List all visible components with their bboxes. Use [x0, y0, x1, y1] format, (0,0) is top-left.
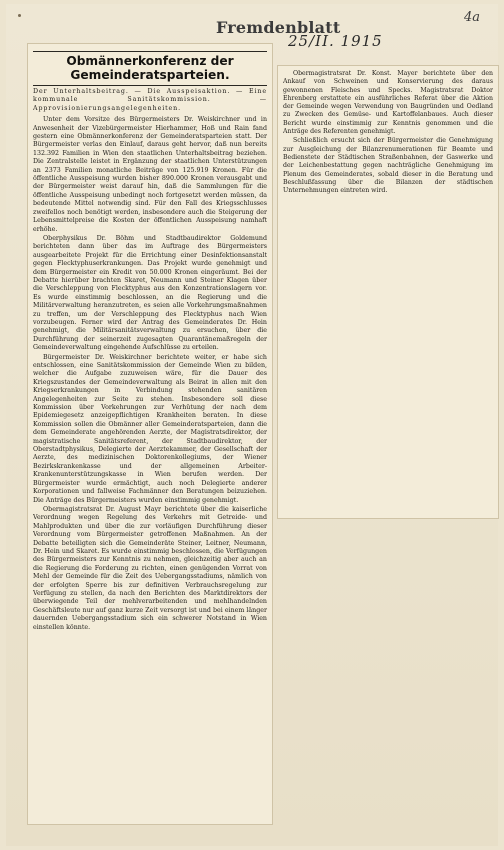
handwritten-date: 25/II. 1915 — [288, 32, 383, 50]
article-paragraph: Bürgermeister Dr. Weiskirchner berichtete weiter, er habe sich entschlossen, eine Sanitätskommission der Gemeinde Wien zu bilden, welcher die Aufgabe zuzuweisen wäre, für die Dauer des Kriegszustandes der Gemeindeverwaltung als Beirat in allen mit den Kriegserkrankungen in Verbindung stehenden sanitären Angelegenheiten zur Seite zu stehen. Insbesondere soll diese Kommission über Vorkehrungen zur Verhütung der nach dem Epidemiegesetz anzeigepflichtigen Krankheiten beraten. In diese Kommission sollen die Obmänner aller Gemeinderatsparteien, dann die dem Gemeinderate angehörenden Aerzte, der Magistratsdirektor, der magistratische Sanitätsreferent, der Stadtbaudirektor, der Oberstadtphysikus, Delegierte der Aerztekammer, der Gesellschaft der Aerzte, des medizinischen Doktorenkollegiums, der Wiener Bezirkskrankenkasse und der allgemeinen Arbeiter-Krankenunterstützungskasse in Wien berufen werden. Der Bürgermeister wurde ermächtigt, auch noch Delegierte anderer Korporationen und fallweise Fachmänner den Beratungen beizuziehen. Die Anträge des Bürgermeisters wurden einstimmig genehmigt. — [33, 353, 267, 504]
article-paragraph: Oberphysikus Dr. Böhm und Stadtbaudirektor Goldemund berichteten dann über das im Auftrage des Bürgermeisters ausgearbeitete Projekt für die Errichtung einer Desinfektionsanstalt gegen Flecktyphuserkrankungen. Das Projekt wurde genehmigt und dem Bürgermeister ein Kredit von 50.000 Kronen eingeräumt. Bei der Debatte hierüber brachten Skaret, Neumann und Steiner Klagen über die Verschleppung von Flecktyphus aus den Konzentrationslagern vor. Es wurde einstimmig beschlossen, an die Regierung und die Militärverwaltung heranzutreten, es seien alle Vorkehrungsmaßnahmen zu treffen, um der Verschleppung des Flecktyphus nach Wien vorzubeugen. Ferner wird der Antrag des Gemeinderates Dr. Hein genehmigt, die Militärsanitätsverwaltung zu ersuchen, über die Durchführung der seinerzeit zugesagten Quarantänemaßregeln der Gemeindeverwaltung eingehende Aufschlüsse zu erteilen. — [33, 234, 267, 352]
pin-hole-mark — [18, 14, 21, 17]
folio-number: 4a — [463, 10, 480, 25]
clipping-main-column — [28, 44, 272, 824]
article-lead: Der Unterhaltsbeitrag. — Die Ausspeisaktion. — Eine kommunale Sanitätskommission. — Approvisionierungsangelegenheiten. — [33, 88, 267, 112]
continuation-column-text — [283, 70, 493, 514]
clipping-continuation-column — [278, 66, 498, 518]
newspaper-source-stamp: Fremdenblatt — [216, 18, 341, 37]
article-paragraph: Obermagistratsrat Dr. August Mayr berichtete über die kaiserliche Verordnung wegen Regelung des Verkehrs mit Getreide- und Mahlprodukten und über die zur vorläufigen Durchführung dieser Verordnung vom Bürgermeister getroffenen Maßnahmen. An der Debatte beteiligten sich die Gemeinderäte Steiner, Leitner, Neumann, Dr. Hein und Skaret. Es wurde einstimmig beschlossen, die Verfügungen des Bürgermeisters zur Kenntnis zu nehmen, gleichzeitig aber auch an die Regierung die Forderung zu richten, einen genügenden Vorrat von Mehl der Gemeinde für die Zeit des Uebergangsstadiums, nämlich von der erfolgten Sperre bis zur definitiven Verbrauchsregelung zur Verfügung zu stellen, da nach den Berichten des Marktdirektors der überwiegende Teil der mehlverarbeitenden und mehlhandelnden Geschäftsleute nur auf ganz kurze Zeit versorgt ist und bei einem länger dauernden Uebergangsstadium sich ein schwerer Notstand in Wien einstellen könnte. — [33, 505, 267, 631]
continuation-paragraph: Schließlich ersucht sich der Bürgermeister die Genehmigung zur Ausgleichung der Bilanzrenumerationen für Beamte und Bedienstete der Städtischen Straßenbahnen, der Gaswerke und der Leichenbestattung gegen nachträgliche Genehmigung im Plenum des Gemeinderates, sobald dieser in die Beratung und Beschlußfassung über die Bilanzen der städtischen Unternehmungen eintreten wird. — [283, 137, 493, 195]
headline-rule — [33, 85, 267, 86]
article-paragraph: Unter dem Vorsitze des Bürgermeisters Dr. Weiskirchner und in Anwesenheit der Vizebürgermeister Hierhammer, Hoß und Rain fand gestern eine Obmännerkonferenz der Gemeinderatsparteien statt. Der Bürgermeister verlas den Einlauf, daraus geht hervor, daß nun bereits 132.392 Familien in Wien den staatlichen Unterhaltsbeitrag beziehen. Die Zentralstelle leistet in Ergänzung der staatlichen Unterstützungen an 2373 Familien monatliche Beiträge von 125.919 Kronen. Für die öffentliche Ausspeisung wurden bisher 890.000 Kronen verausgabt und der Bürgermeister weist darauf hin, daß die Sammlungen für die öffentliche Ausspeisung unbedingt noch fortgesetzt werden müssen, da bedeutende Mittel notwendig sind. Für den Fall des Kriegsschlusses zweifellos noch benötigt werden, insbesondere auch die Steigerung der Lebensmittelpreise die Kosten der öffentlichen Ausspeisung namhaft erhöhe. — [33, 116, 267, 233]
top-rule — [33, 51, 267, 52]
article-headline: Obmännerkonferenz der Gemeinderatsparteien. — [66, 54, 234, 82]
main-column-text — [33, 48, 267, 820]
continuation-paragraph: Obermagistratsrat Dr. Konst. Mayer berichtete über den Ankauf von Schweinen und Konservierung des daraus gewonnenen Fleisches und Specks. Magistratsrat Doktor Ehrenberg erstattete ein ausführliches Referat über die Aktion der Gemeinde wegen Verwendung von Baugründen und Oedland zu Zwecken des Gemüse- und Kartoffelanbaues. Auch dieser Bericht wurde einstimmig zur Kenntnis genommen und die Anträge des Referenten genehmigt. — [283, 70, 493, 136]
